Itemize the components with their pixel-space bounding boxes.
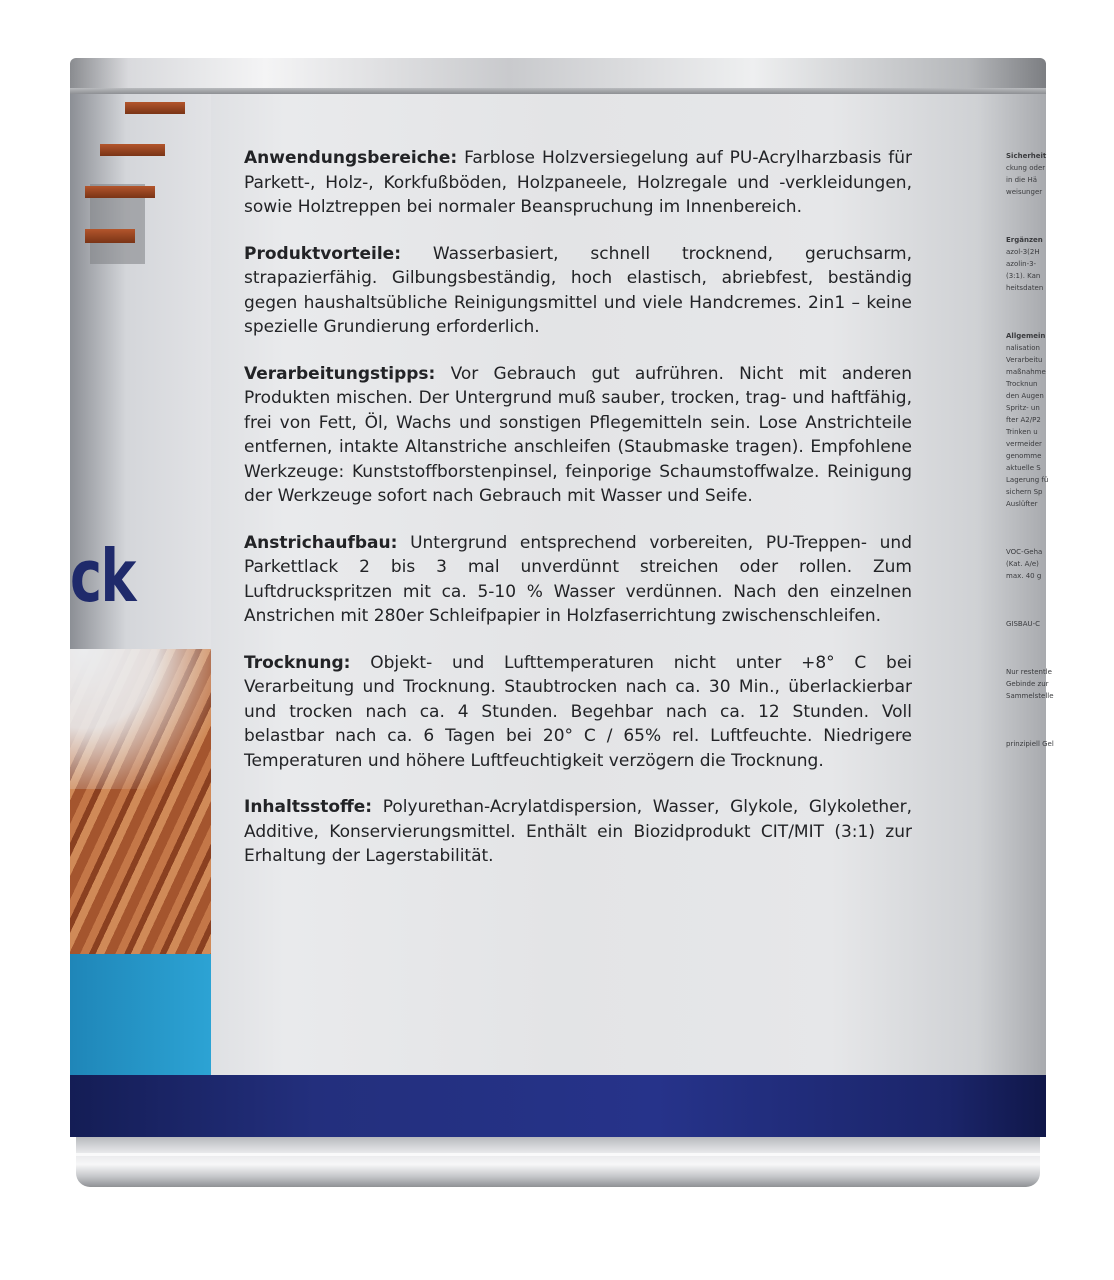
side-line: Auslüfter <box>1006 500 1038 508</box>
front-artwork <box>70 94 211 1084</box>
product-description <box>244 146 912 891</box>
side-line: VOC-Geha <box>1006 548 1043 556</box>
stair-step <box>85 186 155 198</box>
side-line: heitsdaten <box>1006 284 1044 292</box>
floor-highlight <box>70 649 211 789</box>
side-line: Gebinde zur <box>1006 680 1049 688</box>
section-inhaltsstoffe <box>244 795 912 869</box>
side-line: weisunger <box>1006 188 1043 196</box>
side-line: genomme <box>1006 452 1042 460</box>
side-line: azol-3(2H <box>1006 248 1040 256</box>
section-anwendungsbereiche <box>244 146 912 220</box>
section-text: Polyurethan-Acrylatdispersion, Wasser, Glykole, Glykolether, Additive, Konservierungsmittel. Enthält ein Biozidprodukt CIT/MIT (3:1) zur Erhaltung der Lagerstabilität. <box>244 797 912 866</box>
section-produktvorteile <box>244 242 912 340</box>
side-line: Nur restentle <box>1006 668 1052 676</box>
stair-step <box>85 229 135 243</box>
stair-step <box>100 144 165 156</box>
section-trocknung <box>244 651 912 774</box>
side-line: in die Hä <box>1006 176 1038 184</box>
section-heading: Verarbeitungstipps: <box>244 363 436 384</box>
section-text: Vor Gebrauch gut aufrühren. Nicht mit anderen Produkten mischen. Der Untergrund muß sauber, trocken, trag- und haftfähig, frei von Fett, Öl, Wachs und sonstigen Pflegemitteln sein. Lose Anstrichteile entfernen, intakte Altanstriche anschleifen (Staubmaske tragen). Empfohlene Werkzeuge: Kunststoffborstenpinsel, feinporige Schaumstoffwalze. Reinigung der Werkzeuge sofort nach Gebrauch mit Wasser und Seife. <box>244 363 913 506</box>
side-line: vermeider <box>1006 440 1042 448</box>
side-line: fter A2/P2 <box>1006 416 1041 424</box>
side-line: Sicherheit <box>1006 152 1047 160</box>
side-line: Spritz- un <box>1006 404 1040 412</box>
side-line: Verarbeitu <box>1006 356 1043 364</box>
side-line: (Kat. A/e) <box>1006 560 1039 568</box>
stair-step <box>125 102 185 114</box>
bottom-rim-highlight <box>76 1153 1040 1156</box>
section-text: Objekt- und Lufttemperaturen nicht unter +8° C bei Verarbeitung und Trocknung. Staubtrocken nach ca. 30 Min., überlackierbar und trocken nach ca. 4 Stunden. Begehbar nach ca. 12 Stunden. Voll belastbar nach ca. 6 Tagen bei 20° C / 65% rel. Luftfeuchte. Niedrigere Temperaturen und höhere Luftfeuchtigkeit verzögern die Trocknung. <box>244 652 912 771</box>
side-line: (3:1). Kan <box>1006 272 1041 280</box>
section-verarbeitungstipps <box>244 362 912 509</box>
side-line: GISBAU-C <box>1006 620 1041 628</box>
side-line: aktuelle S <box>1006 464 1041 472</box>
section-text: Wasserbasiert, schnell trocknend, geruchsarm, strapazierfähig. Gilbungsbeständig, hoch elastisch, abriebfest, beständig gegen haushaltsübliche Reinigungsmittel und viele Handcremes. 2in1 – keine spezielle Grundierung erforderlich. <box>244 243 913 337</box>
side-line: maßnahme <box>1006 368 1046 376</box>
side-line: Ergänzen <box>1006 236 1043 244</box>
side-line: prinzipiell Gel <box>1006 740 1054 748</box>
side-line: ckung oder <box>1006 164 1046 172</box>
section-text: Farblose Holzversiegelung auf PU-Acrylharzbasis für Parkett-, Holz-, Korkfußböden, Holzpaneele, Holzregale und -verkleidungen, sowie Holztreppen bei normaler Beanspruchung im Innenbereich. <box>244 148 912 217</box>
side-line: max. 40 g <box>1006 572 1042 580</box>
side-line: Lagerung fü <box>1006 476 1049 484</box>
section-heading: Trocknung: <box>244 652 351 673</box>
section-anstrichaufbau <box>244 531 912 629</box>
section-text: Untergrund entsprechend vorbereiten, PU-Treppen- und Parkettlack 2 bis 3 mal unverdünnt streichen oder rollen. Zum Luftdruckspritzen mit ca. 5-10 % Wasser verdünnen. Nach den einzelnen Anstrichen mit 280er Schleifpapier in Holzfaserrichtung zwischenschleifen. <box>244 532 912 626</box>
side-line: Allgemein <box>1006 332 1046 340</box>
side-line: nalisation <box>1006 344 1040 352</box>
side-line: den Augen <box>1006 392 1044 400</box>
section-heading: Anstrichaufbau: <box>244 532 398 553</box>
product-title-fragment: ck <box>70 534 135 618</box>
bottom-rim <box>76 1137 1040 1187</box>
section-heading: Anwendungsbereiche: <box>244 148 458 168</box>
side-line: Sammelstelle <box>1006 692 1054 700</box>
side-line: Trinken u <box>1006 428 1038 436</box>
side-panel-text <box>1006 150 1054 750</box>
section-heading: Produktvorteile: <box>244 243 402 264</box>
side-line: sichern Sp <box>1006 488 1043 496</box>
section-heading: Inhaltsstoffe: <box>244 797 373 817</box>
navy-band <box>70 1075 1046 1137</box>
side-line: Trocknun <box>1006 380 1038 388</box>
side-line: azolin-3- <box>1006 260 1037 268</box>
